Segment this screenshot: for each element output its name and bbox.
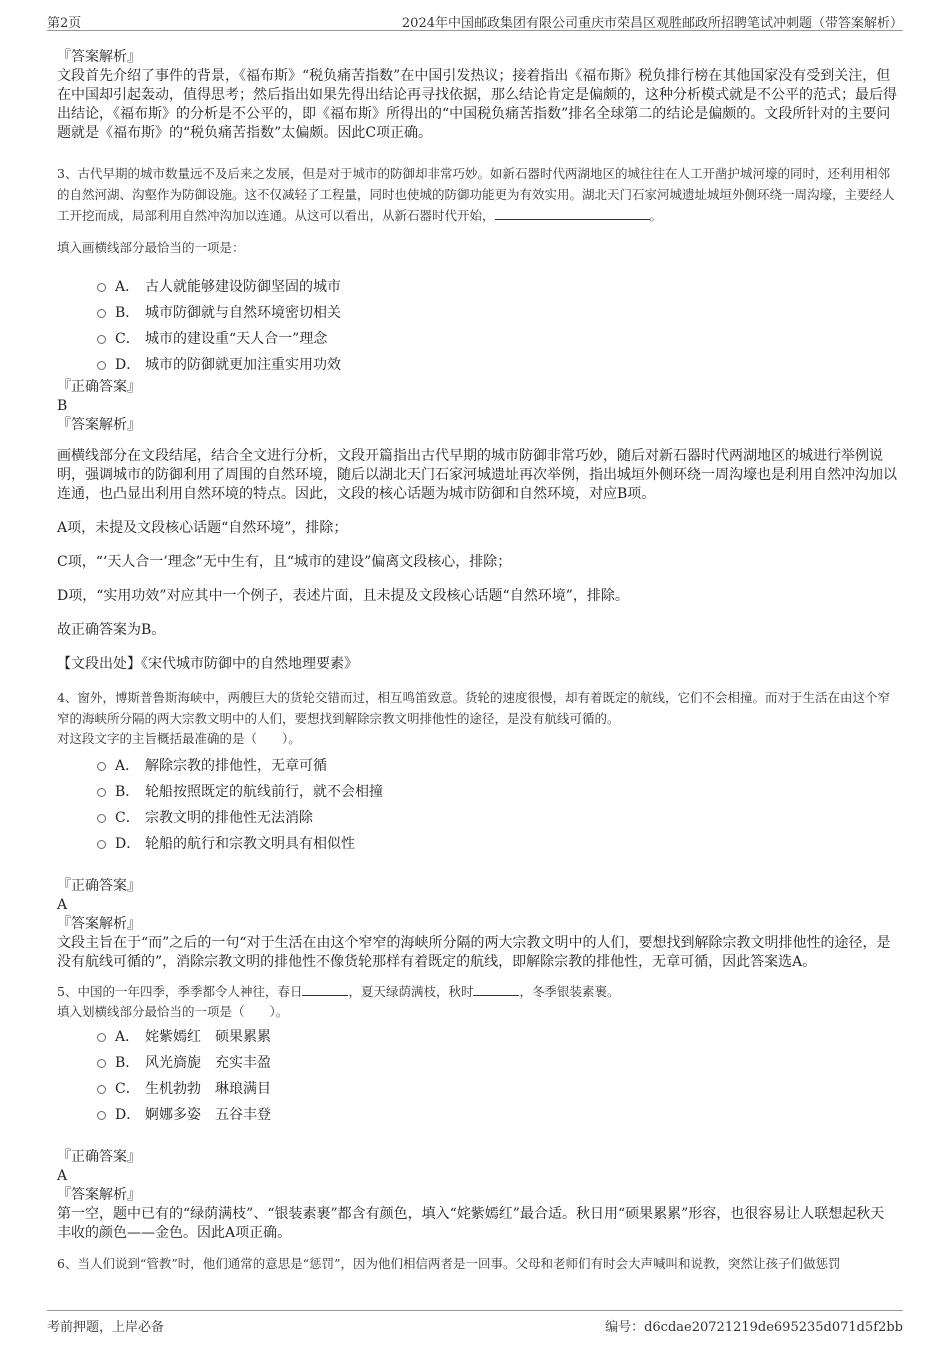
correct-label: 『正确答案』 [57,1149,141,1165]
q4-option-d[interactable]: D． 轮船的航行和宗教文明具有相似性 [97,831,897,857]
q5-options [97,1024,897,1128]
q3-option-c[interactable]: C． 城市的建设重“天人合一”理念 [97,326,897,352]
q3-conclusion: 故正确答案为B。 [57,622,166,638]
document-title: 2024年中国邮政集团有限公司重庆市荣昌区观胜邮政所招聘笔试冲刺题（带答案解析） [401,16,903,31]
radio-icon[interactable] [97,283,106,292]
radio-icon[interactable] [97,762,106,771]
q3-analysis-a: A项，未提及文段核心话题“自然环境”，排除； [57,520,348,536]
radio-icon[interactable] [97,840,106,849]
q5-option-a[interactable]: A． 姹紫嫣红 硕果累累 [97,1024,897,1050]
page-header [47,10,903,31]
q3-answer: B [57,398,68,414]
q5-prompt: 填入划横线部分最恰当的一项是（ ）。 [57,1004,289,1019]
q3-analysis: 画横线部分在文段结尾，结合全文进行分析，文段开篇指出古代早期的城市防御非常巧妙，随后对新石器时代两湖地区的城进行举例说明，强调城市的防御利用了周围的自然环境，随后以湖北天门石家河城遗址再次举例，指出城垣外侧环绕一周沟壕也是利用自然冲沟加以连通，也凸显出利用自然环境的特点。因此，文段的核心话题为城市防御和自然环境，对应B项。 [57,448,897,502]
radio-icon[interactable] [97,361,106,370]
q5-question: 5、中国的一年四季，季季都令人神往，春日 ，夏天绿荫满枝，秋时 ，冬季银装素裹。 [57,984,620,999]
q6-question: 6、当人们说到“管教”时，他们通常的意思是“惩罚”，因为他们相信两者是一回事。父母和老师们有时会大声喊叫和说教，突然让孩子们做惩罚 [57,1256,841,1271]
correct-label: 『正确答案』 [57,878,141,894]
q3-option-b[interactable]: B． 城市防御就与自然环境密切相关 [97,300,897,326]
q3-analysis-c: C项，“‘天人合一’理念”无中生有，且“城市的建设”偏离文段核心，排除； [57,554,512,570]
correct-label: 『正确答案』 [57,379,141,395]
analysis-label: 『答案解析』 [57,417,141,433]
q3-prompt: 填入画横线部分最恰当的一项是： [57,240,245,255]
q3-option-a[interactable]: A． 古人就能够建设防御坚固的城市 [97,274,897,300]
q4-options [97,753,897,857]
q5-blank-2 [473,983,519,996]
radio-icon[interactable] [97,814,106,823]
q5-blank-1 [302,983,348,996]
q4-analysis: 文段主旨在于“而”之后的一句“对于生活在由这个窄窄的海峡所分隔的两大宗教文明中的人们，要想找到解除宗教文明排他性的途径，是没有航线可循的”，消除宗教文明的排他性不像货轮那样有着既定的航线，即解除宗教的排他性，无章可循，因此答案选A。 [57,935,891,970]
q3-analysis-d: D项，“实用功效”对应其中一个例子，表述片面，且未提及文段核心话题“自然环境”，排除。 [57,588,629,604]
radio-icon[interactable] [97,1059,106,1068]
radio-icon[interactable] [97,309,106,318]
q4-prompt: 对这段文字的主旨概括最准确的是（ ）。 [57,731,301,746]
q3-blank [495,207,650,220]
q5-option-d[interactable]: D． 婀娜多姿 五谷丰登 [97,1102,897,1128]
document-id: 编号：d6cdae20721219de695235d071d5f2bb [605,1320,903,1335]
q5-option-b[interactable]: B． 风光旖旎 充实丰盈 [97,1050,897,1076]
q3-question: 3、古代早期的城市数量远不及后来之发展，但是对于城市的防御却非常巧妙。如新石器时代两湖地区的城往往在人工开凿护城河壕的同时，还利用相邻的自然河湖、沟壑作为防御设施。这不仅减轻了工程量，同时也使城的防御功能更为有效实用。湖北天门石家河城遗址城垣外侧环绕一周沟壕，主要经人工开挖而成，局部利用自然冲沟加以连通。从这可以看出，从新石器时代开始， 。 [57,166,895,223]
analysis-label: 『答案解析』 [57,916,141,932]
q3-option-d[interactable]: D． 城市的防御就更加注重实用功效 [97,352,897,378]
radio-icon[interactable] [97,1111,106,1120]
radio-icon[interactable] [97,1085,106,1094]
radio-icon[interactable] [97,788,106,797]
q4-answer: A [57,897,68,913]
q2-analysis: 文段首先介绍了事件的背景，《福布斯》“税负痛苦指数”在中国引发热议；接着指出《福布斯》税负排行榜在其他国家没有受到关注，但在中国却引起轰动，值得思考；然后指出如果先得出结论再寻找依据，那么结论肯定是偏颇的，这种分析模式就是不公平的范式；最后得出结论，《福布斯》的分析是不公平的，即《福布斯》所得出的“中国税负痛苦指数”排名全球第二的结论是偏颇的。文段所针对的主要问题就是《福布斯》的“税负痛苦指数”太偏颇。因此C项正确。 [57,68,897,141]
page-footer [47,1310,903,1335]
page-number: 第2页 [47,16,82,31]
q5-answer: A [57,1168,68,1184]
q4-question: 4、窗外，博斯普鲁斯海峡中，两艘巨大的货轮交错而过，相互鸣笛致意。货轮的速度很慢，却有着既定的航线，它们不会相撞。而对于生活在由这个窄窄的海峡所分隔的两大宗教文明中的人们，要想找到解除宗教文明排他性的途径，是没有航线可循的。 [57,690,890,726]
analysis-label: 『答案解析』 [57,1187,141,1203]
q5-analysis: 第一空，题中已有的“绿荫满枝”、“银装素裹”都含有颜色，填入“姹紫嫣红”最合适。秋日用“硕果累累”形容，也很容易让人联想起秋天丰收的颜色——金色。因此A项正确。 [57,1206,885,1241]
q3-source: 【文段出处】《宋代城市防御中的自然地理要素》 [57,656,358,672]
footer-slogan: 考前押题，上岸必备 [47,1320,165,1335]
q4-option-c[interactable]: C． 宗教文明的排他性无法消除 [97,805,897,831]
q5-option-c[interactable]: C． 生机勃勃 琳琅满目 [97,1076,897,1102]
radio-icon[interactable] [97,335,106,344]
analysis-label: 『答案解析』 [57,49,141,65]
radio-icon[interactable] [97,1033,106,1042]
q3-options [97,274,897,378]
q4-option-a[interactable]: A． 解除宗教的排他性，无章可循 [97,753,897,779]
q4-option-b[interactable]: B． 轮船按照既定的航线前行，就不会相撞 [97,779,897,805]
page-content [57,48,897,1274]
